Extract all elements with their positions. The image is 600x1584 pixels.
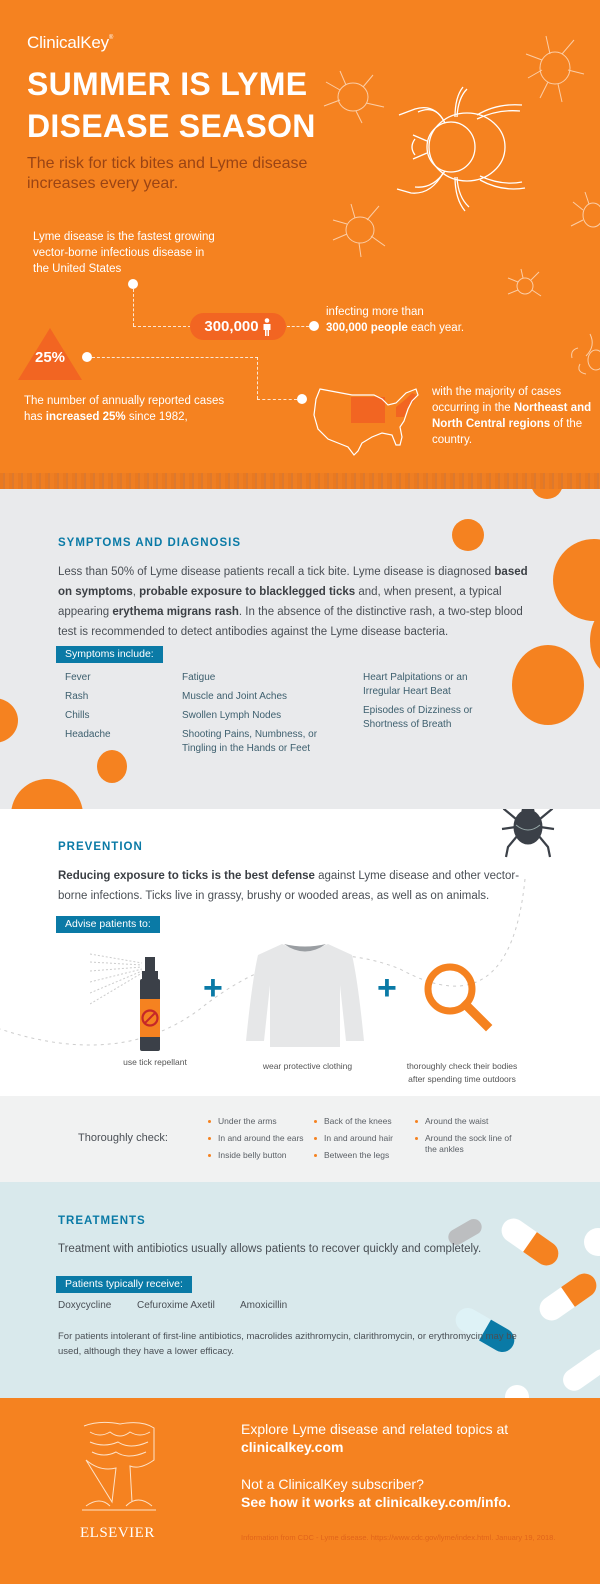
advise-patients-tag: Advise patients to:: [56, 916, 160, 933]
stat-25-percent-label: 25%: [34, 349, 66, 366]
check-item: Inside belly button: [208, 1150, 304, 1161]
decor-circle: [11, 779, 83, 809]
source-citation: Information from CDC - Lyme disease. https://www.cdc.gov/lyme/index.html. January 19, 2018.: [241, 1533, 556, 1542]
check-item: Between the legs: [314, 1150, 393, 1161]
clinicalkey-logo: ClinicalKey®: [27, 33, 114, 52]
timeline-dot: [82, 352, 92, 362]
stat-300000-badge: 300,000: [190, 313, 286, 340]
us-map-icon: [312, 385, 422, 465]
elsevier-wordmark: ELSEVIER: [80, 1525, 155, 1541]
plus-icon: +: [377, 969, 397, 1007]
magnifier-icon: [418, 959, 498, 1039]
connector-line: [287, 326, 309, 327]
symptom-item: Shooting Pains, Numbness, or Tingling in the Hands or Feet: [182, 729, 318, 754]
treatments-intro: Treatment with antibiotics usually allows patients to recover quickly and completely.: [58, 1243, 482, 1255]
connector-line: [92, 357, 258, 358]
symptom-item: Heart Palpitations or an Irregular Heart Beat: [363, 672, 468, 697]
symptom-item: Muscle and Joint Aches: [182, 691, 288, 702]
symptoms-paragraph: Less than 50% of Lyme disease patients recall a tick bite. Lyme disease is diagnosed based on symptoms, probable exposure to blacklegged ticks and, when present, a typical appearing erythema migrans rash. In the absence of the distinctive rash, a two-step blood test is recommended to detect antibodies against the Lyme disease bacteria.: [58, 566, 528, 638]
tick-outline-icon: [565, 190, 600, 240]
drug-item: Cefuroxime Axetil: [137, 1300, 215, 1311]
hero-section: [0, 0, 600, 478]
patients-receive-tag: Patients typically receive:: [56, 1276, 192, 1293]
check-item: In and around the ears: [208, 1133, 304, 1144]
symptom-item: Chills: [65, 710, 90, 721]
check-column-3: [415, 1116, 515, 1161]
connector-line: [133, 326, 191, 327]
section-title-treatments: TREATMENTS: [58, 1215, 146, 1227]
check-item: Around the sock line of the ankles: [415, 1133, 515, 1155]
prevention-paragraph: Reducing exposure to ticks is the best defense against Lyme disease and other vector-borne infections. Ticks live in grassy, brushy or wooded areas, as well as on animals.: [58, 870, 520, 902]
clinicalkey-info-link[interactable]: See how it works at clinicalkey.com/info.: [241, 1494, 511, 1510]
capsule-pills-icon: [420, 1202, 600, 1398]
symptom-item: Fatigue: [182, 672, 216, 683]
elsevier-tree-logo: [80, 1420, 158, 1520]
symptoms-column-3: [363, 671, 475, 737]
symptoms-column-1: [65, 671, 111, 747]
check-column-2: [314, 1116, 393, 1167]
thoroughly-check-section: [0, 1096, 600, 1182]
fact-increase: The number of annually reported cases has increased 25% since 1982,: [24, 395, 225, 423]
timeline-dot: [128, 279, 138, 289]
fact-fastest-growing: Lyme disease is the fastest growing vector-borne infectious disease in the United States: [33, 231, 215, 275]
step-caption-clothing: wear protective clothing: [262, 1061, 353, 1071]
drug-item: Amoxicillin: [240, 1300, 288, 1311]
tick-outline-icon: [318, 65, 388, 125]
connector-line: [257, 399, 297, 400]
hero-subtitle: The risk for tick bites and Lyme disease increases every year.: [27, 155, 308, 192]
treatments-section: [0, 1182, 600, 1398]
thoroughly-check-label: Thoroughly check:: [78, 1132, 168, 1144]
symptom-item: Swollen Lymph Nodes: [182, 710, 282, 721]
check-item: Back of the knees: [314, 1116, 393, 1127]
decor-circle: [531, 489, 563, 499]
decor-circle: [512, 645, 584, 725]
symptom-item: Episodes of Dizziness or Shortness of Breath: [363, 705, 473, 730]
explore-text: Explore Lyme disease and related topics at clinicalkey.com: [241, 1421, 509, 1455]
tick-outline-icon: [325, 200, 395, 260]
fact-infecting: infecting more than 300,000 people each year.: [326, 306, 465, 334]
symptoms-column-2: [182, 671, 322, 761]
page-title: SUMMER IS LYME DISEASE SEASON: [27, 66, 316, 144]
person-icon: [262, 318, 272, 336]
step-caption-check: thoroughly check their bodies after spending time outdoors: [406, 1061, 518, 1084]
decor-circle: [0, 698, 18, 743]
symptom-item: Fever: [65, 672, 91, 683]
subscriber-text: Not a ClinicalKey subscriber? See how it works at clinicalkey.com/info.: [241, 1476, 511, 1510]
symptom-item: Headache: [65, 729, 111, 740]
tick-outline-icon: [385, 85, 535, 215]
connector-line: [133, 289, 134, 326]
symptom-item: Rash: [65, 691, 89, 702]
check-column-1: [208, 1116, 304, 1167]
decor-circle: [553, 539, 600, 621]
tick-icon: [498, 809, 558, 859]
tick-outline-icon: [520, 30, 590, 105]
connector-line: [257, 357, 258, 399]
treatments-note: For patients intolerant of first-line antibiotics, macrolides azithromycin, clarithromycin, or erythromycin may be used, although they have a lower efficacy.: [58, 1331, 517, 1357]
section-title-prevention: PREVENTION: [58, 841, 143, 853]
tick-outline-icon: [568, 330, 600, 380]
check-item: Under the arms: [208, 1116, 304, 1127]
check-item: Around the waist: [415, 1116, 515, 1127]
plus-icon: +: [203, 969, 223, 1007]
check-item: In and around hair: [314, 1133, 393, 1144]
footer-section: [0, 1398, 600, 1584]
spray-repellent-icon: [90, 949, 180, 1054]
decor-circle: [452, 519, 484, 551]
decor-circle: [97, 750, 127, 783]
section-divider: [0, 473, 600, 489]
symptoms-include-tag: Symptoms include:: [56, 646, 163, 663]
step-caption-repellent: use tick repellant: [123, 1057, 187, 1067]
timeline-dot: [297, 394, 307, 404]
prevention-section: [0, 809, 600, 1096]
symptoms-section: [0, 489, 600, 809]
drug-item: Doxycycline: [58, 1300, 112, 1311]
long-sleeve-shirt-icon: [240, 941, 370, 1047]
fact-region: with the majority of cases occurring in the Northeast and North Central regions of the country.: [432, 386, 592, 446]
clinicalkey-link[interactable]: clinicalkey.com: [241, 1439, 344, 1455]
section-title-symptoms: SYMPTOMS AND DIAGNOSIS: [58, 537, 242, 549]
tick-outline-icon: [505, 268, 545, 304]
timeline-dot: [309, 321, 319, 331]
